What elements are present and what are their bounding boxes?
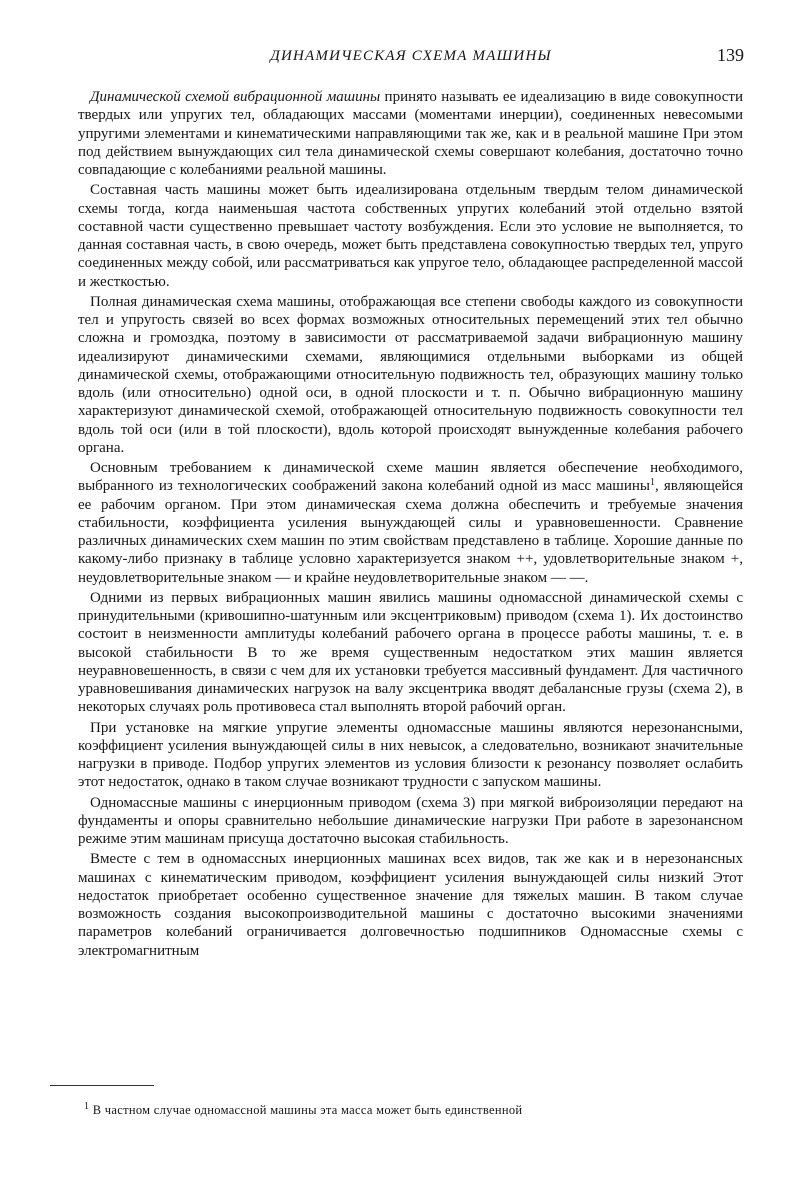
running-title: ДИНАМИЧЕСКАЯ СХЕМА МАШИНЫ xyxy=(270,48,552,64)
footnote-reference: 1 xyxy=(649,477,655,489)
paragraph-2: Составная часть машины может быть идеализирована отдельным твердым телом динамической схемы тогда, когда наименьшая частота собственных упругих колебаний этой отдельно взятой составной части существенно превышает частоту возбуждения. Если это условие не выполняется, то данная составная часть, в свою очередь, может быть представлена совокупностью твердых тел, упруго соединенных между собой, или рассматриваться как упругое тело, обладающее распределенной массой и жесткостью. xyxy=(78,182,743,290)
page-header xyxy=(78,45,744,71)
paragraph-4-text-a: Основным требованием к динамической схеме машин является обеспечение необходимого, выбранного из технологических соображений закона колебаний одной из масс машины xyxy=(78,460,743,495)
paragraph-1 xyxy=(78,88,743,179)
paragraph-3: Полная динамическая схема машины, отображающая все степени свободы каждого из совокупности тел и упругость связей во всех формах возможных относительных перемещений этих тел обычно сложна и громоздка, поэтому в зависимости от рассматриваемой задачи вибрационную машину идеализируют динамическими схемами, являющимися отдельными выборками из общей динамической схемы, отображающими относительную подвижность тел, образующих машину только вдоль (или относительно) одной оси, в одной плоскости и т. п. Обычно вибрационную машину характеризуют динамической схемой, отображающей относительную подвижность совокупности тел вдоль той оси (или в той плоскости), вдоль которой происходят вынужденные колебания рабочего органа. xyxy=(78,293,743,456)
paragraph-6: При установке на мягкие упругие элементы одномассные машины являются нерезонансными, коэффициент усиления вынуждающей силы в них невысок, а следовательно, возникают значительные нагрузки в приводе. Подбор упругих элементов из условия близости к резонансу позволяет ослабить этот недостаток, однако в таком случае возникают трудности с запуском машины. xyxy=(78,719,743,791)
footnote xyxy=(84,1102,744,1118)
footnote-marker: 1 xyxy=(84,1101,90,1112)
defined-term: Динамической схемой вибрационной машины xyxy=(90,89,381,105)
paragraph-1-text: принято называть ее идеализацию в виде совокупности твердых или упругих тел, обладающих массами (моментами инерции), соединенных невесомыми упругими элементами и кинематическими направляющими так же, как и в реальной машине При этом под действием вынуждающих сил тела динамической схемы совершают колебания, достаточно точно совпадающие с колебаниями реальной машины. xyxy=(78,89,744,178)
body-text xyxy=(78,88,743,962)
paragraph-7: Одномассные машины с инерционным приводом (схема 3) при мягкой виброизоляции передают на фундаменты и опоры сравнительно небольшие динамические нагрузки При работе в зарезонансном режиме этим машинам присуща достаточно высокая стабильность. xyxy=(78,794,743,847)
paragraph-8: Вместе с тем в одномассных инерционных машинах всех видов, так же как и в нерезонансных машинах с кинематическим приводом, коэффициент усиления вынуждающей силы низкий Этот недостаток приобретает особенно существенное значение для тяжелых машин. В таком случае возможность создания высокопроизводительной машины с достаточно высокими значениями параметров колебаний ограничивается долговечностью подшипников Одномассные схемы с электромагнитным xyxy=(78,851,743,959)
paragraph-4 xyxy=(78,459,743,587)
footnote-text: В частном случае одномассной машины эта масса может быть единственной xyxy=(89,1103,523,1117)
footnote-divider xyxy=(50,1085,154,1086)
paragraph-5: Одними из первых вибрационных машин явились машины одномассной динамической схемы с принудительными (кривошипно-шатунным или эксцентриковым) приводом (схема 1). Их достоинство состоит в неизменности амплитуды колебаний рабочего органа в процессе работы машины, т. е. в высокой стабильности В то же время существенным недостатком этих машин является неуравновешенность, в связи с чем для их установки требуется массивный фундамент. Для частичного уравновешивания динамических нагрузок на валу эксцентрика вводят дебалансные грузы (схема 2), в некоторых случаях роль противовеса стал выполнять второй рабочий орган. xyxy=(78,589,743,716)
page-number: 139 xyxy=(717,45,744,65)
paragraph-4-text-b: , являющейся ее рабочим органом. При этом динамическая схема должна обеспечить и требуемые значения стабильности, коэффициента усиления вынуждающей силы и уравновешенности. Сравнение различных динамических схем машин по этим свойствам представлено в таблице. Хорошие данные по какому-либо признаку в таблице условно характеризуется знаком ++, удовлетворительные знаком +, неудовлетворительные знаком — и крайне неудовлетворительные знаком — —. xyxy=(78,478,744,586)
